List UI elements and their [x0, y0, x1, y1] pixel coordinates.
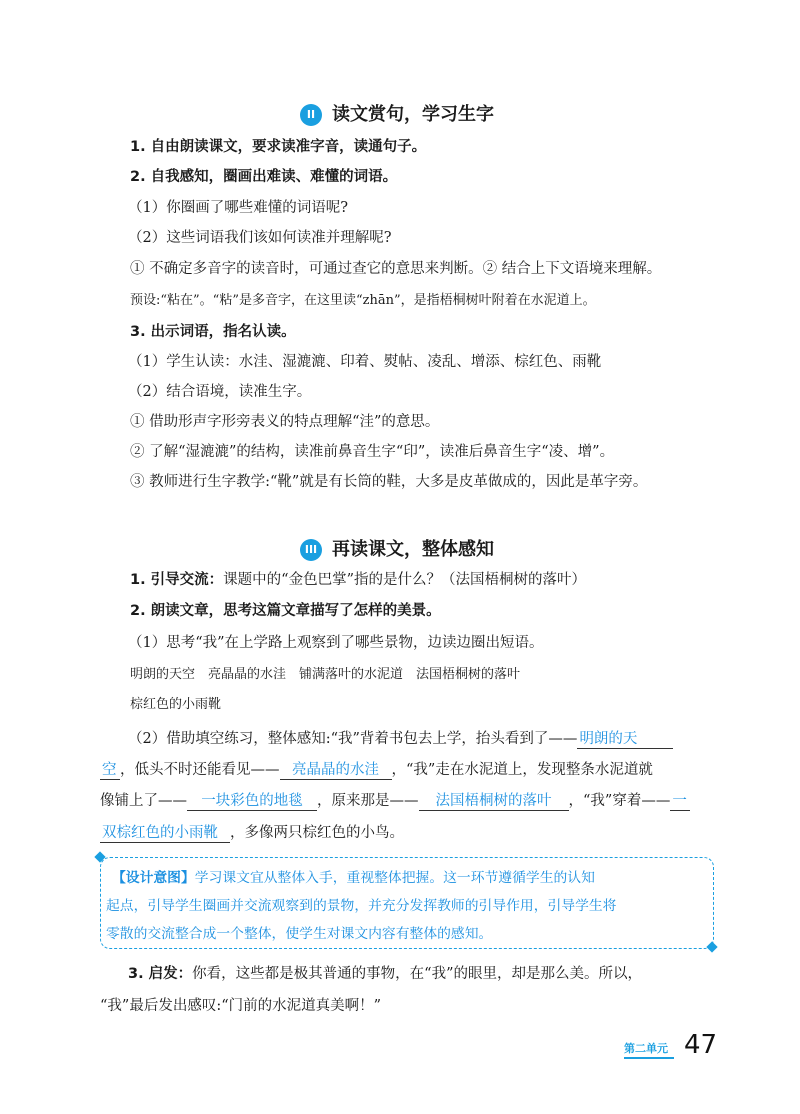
design-label: 【设计意图】 — [112, 870, 195, 886]
s3-last-line-1 — [128, 962, 642, 983]
s2-preset: 预设:“粘在”。“粘”是多音字，在这里读“zhān”，是指梧桐树叶附着在水泥道上。 — [130, 293, 596, 308]
fill-answer-2: 亮晶晶的水洼 — [280, 758, 392, 780]
fill-text-7: ，多像两只棕红色的小鸟。 — [230, 825, 404, 841]
fill-line-3 — [100, 789, 690, 811]
section-3-heading — [300, 535, 494, 561]
section-3-title: 再读课文，整体感知 — [332, 539, 494, 560]
s2-line-2: 2. 自我感知，圈画出难读、难懂的词语。 — [130, 169, 398, 185]
s3-line-1-label: 1. 引导交流： — [130, 572, 224, 588]
fill-text-2: ，低头不时还能看见—— — [120, 762, 280, 778]
design-line-3: 零散的交流整合成一个整体，使学生对课文内容有整体的感知。 — [106, 926, 493, 942]
fill-line-4 — [100, 821, 404, 843]
s3-line-2: 2. 朗读文章，思考这篇文章描写了怎样的美景。 — [130, 603, 441, 619]
s2-line-3: （1）你圈画了哪些难懂的词语呢? — [128, 200, 348, 216]
fill-text-6: ，“我”穿着—— — [568, 793, 671, 809]
fill-answer-1a: 明朗的天 — [577, 727, 673, 749]
s2-line-1: 1. 自由朗读课文，要求读准字音，读通句子。 — [130, 139, 427, 155]
s2-line-9: （2）结合语境，读准生字。 — [128, 384, 312, 400]
fill-answer-5b: 双棕红色的小雨靴 — [100, 821, 230, 843]
s3-last-line-2: “我”最后发出感叹:“门前的水泥道真美啊！” — [100, 998, 382, 1014]
s3-last-label: 3. 启发： — [128, 966, 193, 982]
section-3-badge: III — [300, 539, 322, 561]
unit-label: 第二单元 — [624, 1040, 674, 1059]
fill-answer-5a: 一 — [670, 789, 690, 811]
fill-text-1: （2）借助填空练习，整体感知:“我”背着书包去上学，抬头看到了—— — [128, 731, 578, 747]
s3-phrases-row2: 棕红色的小雨靴 — [130, 697, 222, 712]
fill-text-3: ，“我”走在水泥道上，发现整条水泥道就 — [391, 762, 653, 778]
fill-line-1 — [128, 727, 673, 749]
section-2-title: 读文赏句，学习生字 — [332, 104, 494, 125]
s2-line-10: ① 借助形声字形旁表义的特点理解“洼”的意思。 — [130, 414, 440, 430]
fill-text-4: 像铺上了—— — [100, 793, 187, 809]
s3-line-1 — [130, 568, 586, 589]
s3-last-text-1: 你看，这些都是极其普通的事物，在“我”的眼里，却是那么美。所以， — [192, 966, 642, 982]
s2-line-7: 3. 出示词语，指名认读。 — [130, 324, 296, 340]
s3-phrases-row1: 明朗的天空 亮晶晶的水洼 铺满落叶的水泥道 法国梧桐树的落叶 — [130, 667, 521, 682]
fill-line-2 — [100, 758, 653, 780]
section-2-heading — [300, 100, 494, 126]
s2-line-4: （2）这些词语我们该如何读准并理解呢? — [128, 230, 392, 246]
design-text-1: 学习课文宜从整体入手，重视整体把握。这一环节遵循学生的认知 — [194, 870, 595, 886]
fill-answer-1b: 空 — [100, 758, 120, 780]
page-number: 47 — [684, 1030, 718, 1060]
s3-line-1-text: 课题中的“金色巴掌”指的是什么？（法国梧桐树的落叶） — [223, 572, 586, 588]
design-line-1 — [112, 866, 595, 886]
fill-answer-4: 法国梧桐树的落叶 — [419, 789, 569, 811]
s2-line-12: ③ 教师进行生字教学:“靴”就是有长筒的鞋，大多是皮革做成的，因此是革字旁。 — [130, 474, 648, 490]
s3-line-3: （1）思考“我”在上学路上观察到了哪些景物，边读边圈出短语。 — [128, 635, 544, 651]
section-2-badge: II — [300, 104, 322, 126]
s2-line-5: ① 不确定多音字的读音时，可通过查它的意思来判断。② 结合上下文语境来理解。 — [130, 261, 662, 277]
fill-answer-3: 一块彩色的地毯 — [187, 789, 317, 811]
s2-line-11: ② 了解“湿漉漉”的结构，读准前鼻音生字“印”，读准后鼻音生字“凌、增”。 — [130, 444, 615, 460]
fill-text-5: ，原来那是—— — [317, 793, 419, 809]
s2-line-8: （1）学生认读：水洼、湿漉漉、印着、熨帖、凌乱、增添、棕红色、雨靴 — [128, 354, 602, 370]
design-line-2: 起点，引导学生圈画并交流观察到的景物，并充分发挥教师的引导作用，引导学生将 — [106, 898, 617, 914]
